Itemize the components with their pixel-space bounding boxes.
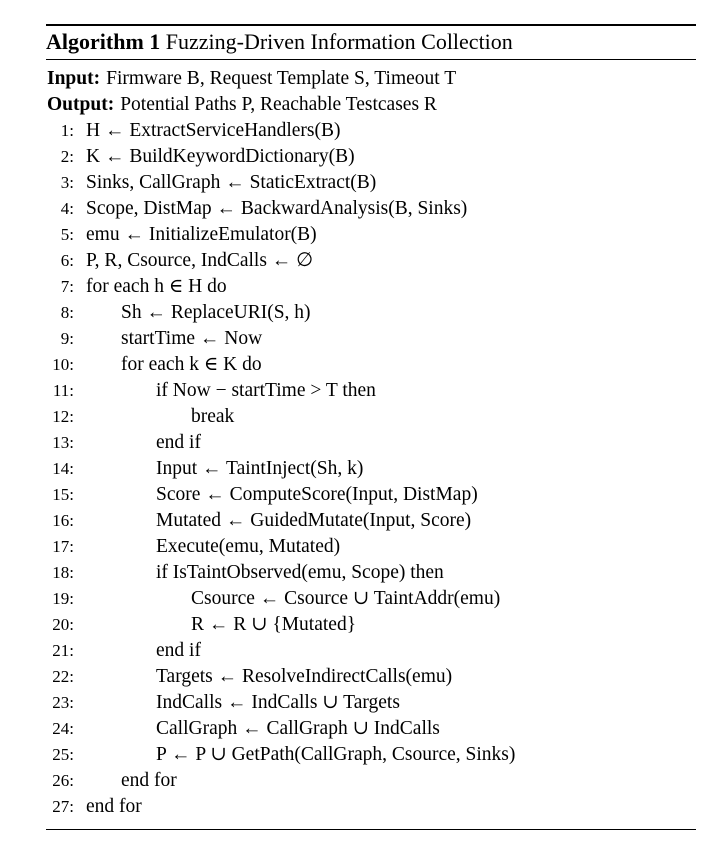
line-code: end for	[121, 770, 177, 791]
algorithm-lines	[46, 118, 696, 820]
algorithm-line	[46, 742, 696, 768]
output-text: Potential Paths P, Reachable Testcases R	[120, 94, 437, 115]
line-code: Score ← ComputeScore(Input, DistMap)	[156, 484, 478, 505]
line-code: Mutated ← GuidedMutate(Input, Score)	[156, 510, 472, 531]
line-number: 10:	[52, 355, 74, 374]
line-code: end if	[156, 432, 201, 453]
line-number: 12:	[52, 407, 74, 426]
line-number: 23:	[52, 693, 74, 712]
line-number: 16:	[52, 511, 74, 530]
line-code: emu ← InitializeEmulator(B)	[86, 224, 317, 245]
algorithm-line	[46, 534, 696, 560]
algorithm-line	[46, 456, 696, 482]
algorithm-line	[46, 560, 696, 586]
algorithm-line	[46, 196, 696, 222]
line-code: Input ← TaintInject(Sh, k)	[156, 458, 364, 479]
algorithm-label: Algorithm 1	[46, 29, 161, 54]
line-code: Execute(emu, Mutated)	[156, 536, 341, 557]
line-number: 5:	[60, 225, 74, 244]
line-number: 1:	[60, 121, 74, 140]
algorithm-line	[46, 612, 696, 638]
line-code: Sh ← ReplaceURI(S, h)	[121, 302, 311, 323]
algorithm-line	[46, 794, 696, 820]
output-line	[46, 92, 696, 118]
output-keyword: Output:	[47, 94, 115, 115]
line-number: 11:	[52, 381, 74, 400]
algorithm-box	[46, 24, 696, 830]
line-number: 19:	[52, 589, 74, 608]
input-line	[46, 66, 696, 92]
line-number: 24:	[52, 719, 74, 738]
line-code: IndCalls ← IndCalls ∪ Targets	[156, 692, 400, 713]
line-number: 4:	[60, 199, 74, 218]
algorithm-line	[46, 716, 696, 742]
algorithm-line	[46, 690, 696, 716]
line-number: 13:	[52, 433, 74, 452]
algorithm-line	[46, 300, 696, 326]
line-number: 27:	[52, 797, 74, 816]
line-code: P, R, Csource, IndCalls ← ∅	[86, 250, 314, 271]
line-code: H ← ExtractServiceHandlers(B)	[86, 120, 341, 141]
line-number: 18:	[52, 563, 74, 582]
input-text: Firmware B, Request Template S, Timeout T	[106, 68, 457, 89]
input-keyword: Input:	[47, 68, 101, 89]
line-number: 6:	[60, 251, 74, 270]
algorithm-line	[46, 586, 696, 612]
line-code: R ← R ∪ {Mutated}	[191, 614, 357, 635]
algorithm-line	[46, 638, 696, 664]
algorithm-line	[46, 352, 696, 378]
algorithm-line	[46, 118, 696, 144]
line-number: 17:	[52, 537, 74, 556]
line-code: for each h ∈ H do	[86, 276, 227, 297]
line-code: break	[191, 406, 235, 427]
line-code: Csource ← Csource ∪ TaintAddr(emu)	[191, 588, 501, 609]
line-number: 8:	[60, 303, 74, 322]
algorithm-line	[46, 222, 696, 248]
line-number: 22:	[52, 667, 74, 686]
algorithm-line	[46, 326, 696, 352]
algorithm-line	[46, 378, 696, 404]
line-number: 7:	[60, 277, 74, 296]
line-number: 2:	[60, 147, 74, 166]
line-code: if IsTaintObserved(emu, Scope) then	[156, 562, 444, 583]
line-number: 21:	[52, 641, 74, 660]
line-number: 3:	[60, 173, 74, 192]
line-code: Scope, DistMap ← BackwardAnalysis(B, Sinks)	[86, 198, 468, 219]
line-code: P ← P ∪ GetPath(CallGraph, Csource, Sinks)	[156, 744, 516, 765]
line-code: end if	[156, 640, 201, 661]
line-code: Sinks, CallGraph ← StaticExtract(B)	[86, 172, 377, 193]
algorithm-line	[46, 404, 696, 430]
line-code: CallGraph ← CallGraph ∪ IndCalls	[156, 718, 440, 739]
algorithm-caption: Fuzzing-Driven Information Collection	[165, 29, 513, 54]
line-code: if Now − startTime > T then	[156, 380, 376, 401]
bottom-rule	[46, 829, 696, 830]
algorithm-line	[46, 768, 696, 794]
algorithm-line	[46, 508, 696, 534]
line-number: 25:	[52, 745, 74, 764]
line-number: 26:	[52, 771, 74, 790]
line-code: Targets ← ResolveIndirectCalls(emu)	[156, 666, 453, 687]
algorithm-line	[46, 430, 696, 456]
line-number: 9:	[60, 329, 74, 348]
line-number: 20:	[52, 615, 74, 634]
algorithm-line	[46, 170, 696, 196]
algorithm-line	[46, 664, 696, 690]
line-number: 14:	[52, 459, 74, 478]
line-code: for each k ∈ K do	[121, 354, 262, 375]
algorithm-line	[46, 248, 696, 274]
algorithm-line	[46, 482, 696, 508]
line-code: end for	[86, 796, 142, 817]
line-code: startTime ← Now	[121, 328, 263, 349]
algorithm-title	[46, 26, 696, 59]
line-code: K ← BuildKeywordDictionary(B)	[86, 146, 355, 167]
line-number: 15:	[52, 485, 74, 504]
io-block	[46, 60, 696, 118]
algorithm-line	[46, 144, 696, 170]
algorithm-line	[46, 274, 696, 300]
